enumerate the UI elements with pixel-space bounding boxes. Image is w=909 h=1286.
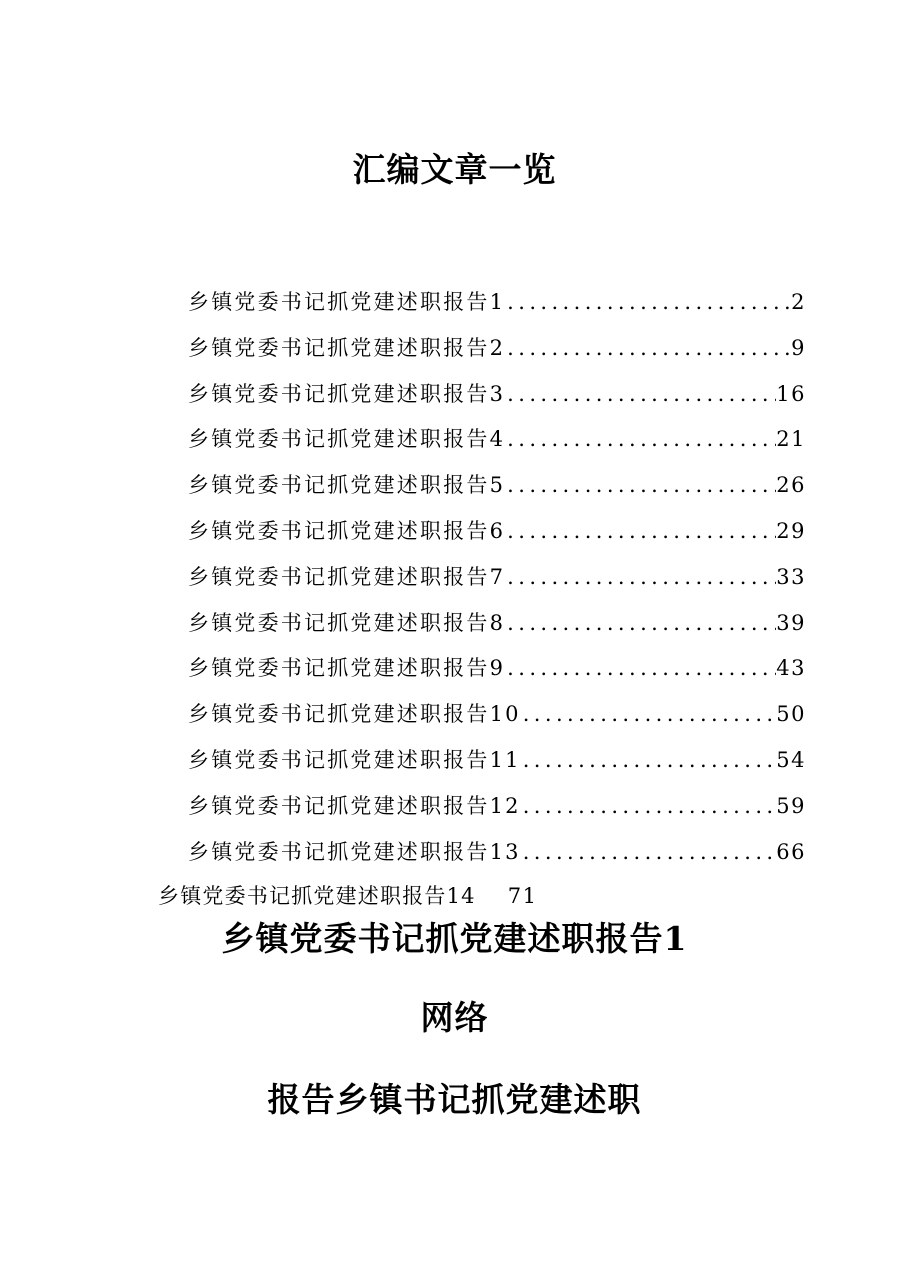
toc-leader-dots [521,740,777,780]
toc-entry-page: 21 [776,427,806,452]
toc-entry-title: 乡镇党委书记抓党建述职报告13 [188,839,521,864]
toc-entry-page: 50 [776,702,806,727]
toc-entry[interactable] [188,328,806,374]
toc-entry[interactable] [188,786,806,832]
toc-entry-page: 33 [776,564,806,589]
toc-entry[interactable] [188,740,806,786]
toc-entry[interactable] [188,694,806,740]
toc-leader-dots [505,374,776,414]
toc-leader-dots [505,419,776,459]
document-title: 汇编文章一览 [352,150,557,189]
toc-entry-title: 乡镇党委书记抓党建述职报告6 [188,518,506,543]
toc-leader-dots [505,465,776,505]
toc-entry-page: 54 [776,747,806,772]
toc-entry-title: 乡镇党委书记抓党建述职报告12 [188,793,521,818]
toc-leader-dots [505,511,776,551]
toc-entry[interactable] [188,603,806,649]
toc-leader-dots [521,694,777,734]
toc-entry[interactable] [188,511,806,557]
toc-entry[interactable] [188,282,806,328]
toc-entry-page: 9 [791,335,806,360]
toc-entry-title: 乡镇党委书记抓党建述职报告14 [158,884,476,908]
toc-entry-page: 66 [776,839,806,864]
toc-entry-page: 16 [776,381,806,406]
section-heading: 乡镇党委书记抓党建述职报告1 [221,919,688,958]
section-heading: 报告乡镇书记抓党建述职 [267,1080,642,1119]
toc-entry[interactable] [188,648,806,694]
section-heading: 网络 [420,998,489,1037]
toc-leader-dots [505,603,776,643]
toc-entry-page: 2 [791,290,806,314]
toc-leader-dots [521,832,777,872]
toc-leader-dots [521,786,777,826]
toc-entry[interactable] [188,557,806,603]
toc-entry-page: 71 [507,884,538,908]
toc-entry-title: 乡镇党委书记抓党建述职报告2 [188,335,506,360]
table-of-contents [188,282,806,877]
toc-entry[interactable] [188,832,806,878]
toc-entry-title: 乡镇党委书记抓党建述职报告5 [188,473,506,498]
toc-entry-page: 26 [776,473,806,498]
toc-entry-title: 乡镇党委书记抓党建述职报告3 [188,381,506,406]
toc-entry[interactable] [188,419,806,465]
toc-entry-page: 39 [776,610,806,635]
toc-entry[interactable] [188,465,806,511]
toc-entry-title: 乡镇党委书记抓党建述职报告9 [188,656,506,681]
toc-entry[interactable] [188,374,806,420]
toc-entry-title: 乡镇党委书记抓党建述职报告11 [188,747,521,772]
toc-entry-page: 59 [776,793,806,818]
toc-entry-title: 乡镇党委书记抓党建述职报告10 [188,702,521,727]
toc-entry-last[interactable] [158,876,537,916]
toc-entry-page: 43 [776,656,806,681]
toc-entry-page: 29 [776,518,806,543]
toc-leader-dots [505,648,776,688]
toc-leader-dots [505,557,776,597]
toc-entry-title: 乡镇党委书记抓党建述职报告4 [188,427,506,452]
toc-entry-title: 乡镇党委书记抓党建述职报告7 [188,564,506,589]
toc-entry-title: 乡镇党委书记抓党建述职报告1 [188,290,506,314]
toc-leader-dots [505,328,791,368]
toc-entry-title: 乡镇党委书记抓党建述职报告8 [188,610,506,635]
toc-leader-dots [505,282,791,322]
